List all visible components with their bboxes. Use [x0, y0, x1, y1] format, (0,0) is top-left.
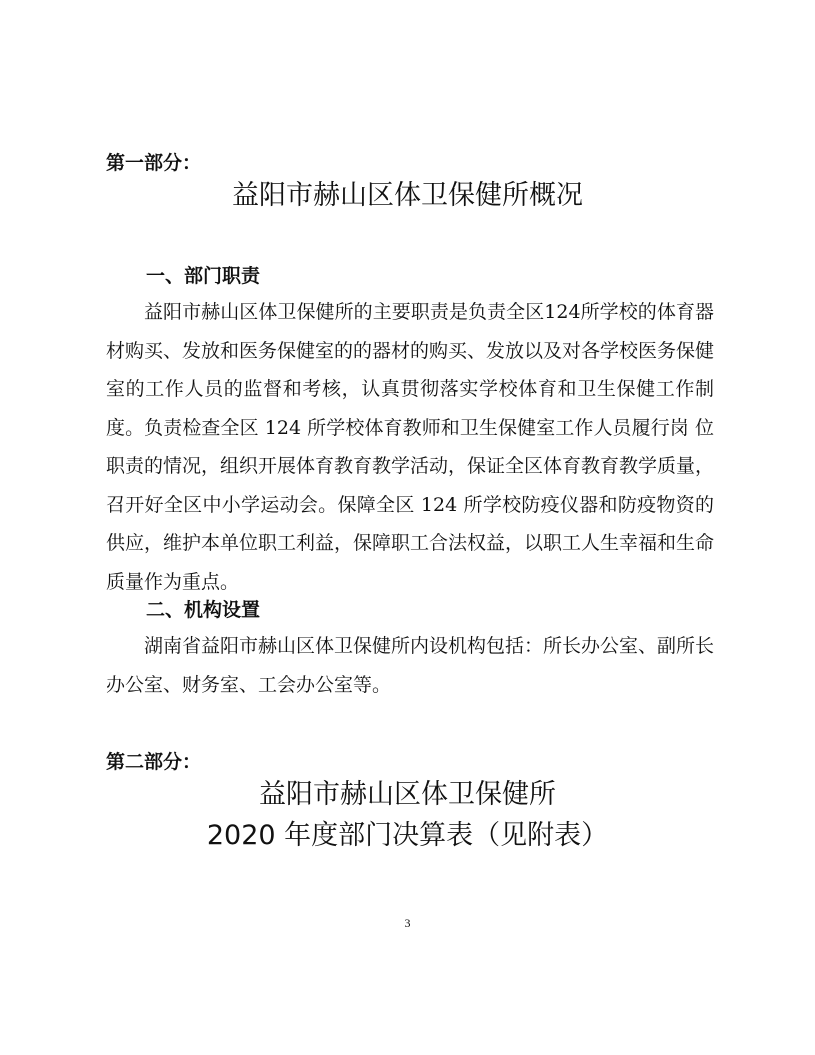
part1-label: 第一部分： — [106, 152, 202, 174]
part2-title-line2: 2020 年度部门决算表（见附表） — [206, 820, 609, 851]
part1-title: 益阳市赫山区体卫保健所概况 — [232, 180, 583, 211]
section-paragraph-duties: 益阳市赫山区体卫保健所的主要职责是负责全区124所学校的体育器材购买、发放和医务保健室的的器材的购买、发放以及对各学校医务保健室的工作人员的监督和考核，认真贯彻落实学校体育和卫生保健工作制度。负责检查全区 124 所学校体育教师和卫生保健室工作人员履行岗 位职责的情况，组织开展体育教育教学活动，保证全区体育教育教学质量，召开好全区中小学运动会。保障全区 124 所学校防疫仪器和防疫物资的供应，维护本单位职工利益，保障职工合法权益，以职工人生幸福和生命质量作为重点。 — [106, 301, 715, 593]
section-paragraph-structure: 湖南省益阳市赫山区体卫保健所内设机构包括：所长办公室、副所长办公室、财务室、工会办公室等。 — [106, 635, 715, 696]
part2-label: 第二部分： — [106, 751, 202, 773]
page-number: 3 — [404, 916, 411, 930]
section-heading-duties: 一、部门职责 — [146, 265, 261, 287]
section-heading-structure: 二、机构设置 — [146, 599, 261, 621]
part2-title-line1: 益阳市赫山区体卫保健所 — [259, 779, 556, 810]
